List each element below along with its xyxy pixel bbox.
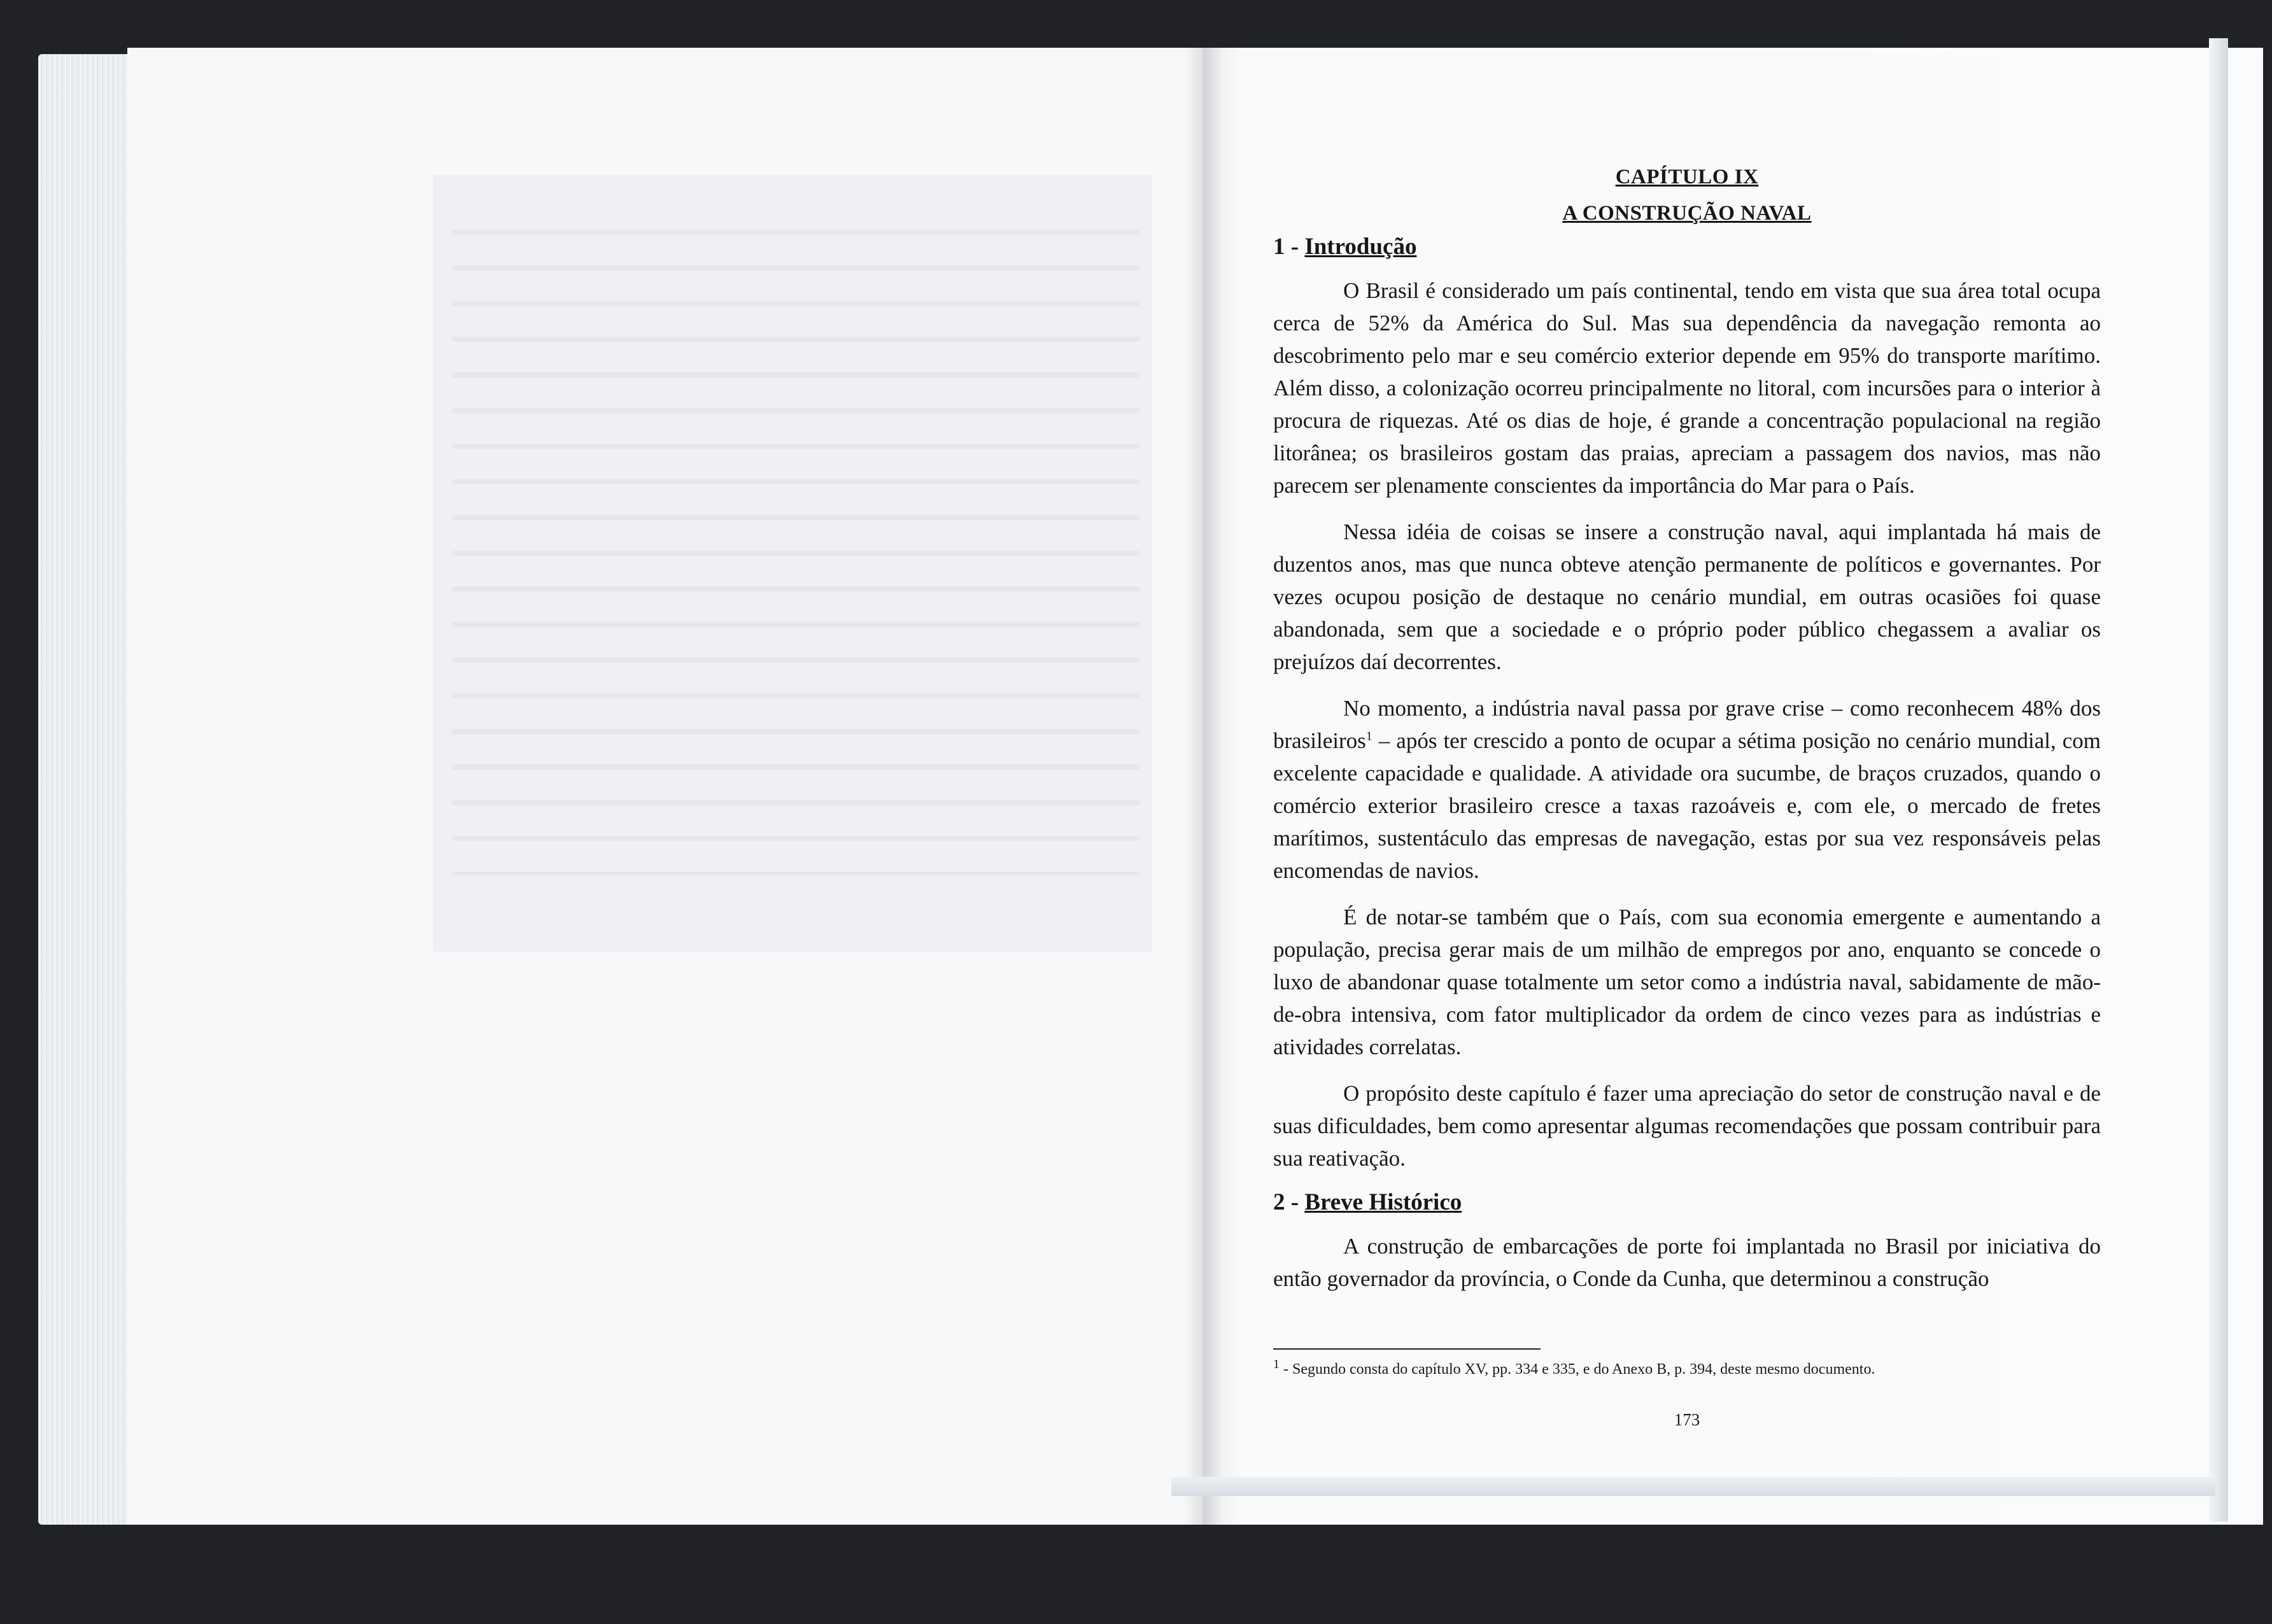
chapter-subtitle: A CONSTRUÇÃO NAVAL — [1562, 202, 1812, 225]
paragraph: É de notar-se também que o País, com sua economia emergente e aumentando a população, precisa gerar mais de um milhão de empregos por ano, enquanto se concede o luxo de abandonar quase totalmente um setor como a indústria naval, sabidamente de mão-de-obra intensiva, com fator multiplicador da ordem de cinco vezes para as indústrias e atividades correlatas. — [1273, 905, 2101, 1059]
book-gutter — [1184, 48, 1222, 1525]
paragraph-text: No momento, a indústria naval passa por grave crise – como reconhecem 48% dos brasileiros — [1273, 696, 2101, 753]
paragraph: O propósito deste capítulo é fazer uma apreciação do setor de construção naval e de suas dificuldades, bem como apresentar algumas recomendações que possam contribuir para sua reativação. — [1273, 1081, 2101, 1171]
paragraph: O Brasil é considerado um país continental, tendo em vista que sua área total ocupa cerca de 52% da América do Sul. Mas sua dependência da navegação remonta ao descobrimento pelo mar e seu comércio exterior depende em 95% do transporte marítimo. Além disso, a colonização ocorreu principalmente no litoral, com incursões para o interior à procura de riquezas. Até os dias de hoje, é grande a concentração populacional na região litorânea; os brasileiros gostam das praias, apreciam a passagem dos navios, mas não parecem ser plenamente conscientes da importância do Mar para o País. — [1273, 278, 2101, 498]
section-heading-introducao — [1273, 233, 2101, 260]
section-heading-breve-historico — [1273, 1189, 2101, 1216]
section-number: 1 - — [1273, 234, 1305, 260]
paragraph: A construção de embarcações de porte foi implantada no Brasil por iniciativa do então governador da província, o Conde da Cunha, que determinou a construção — [1273, 1234, 2101, 1291]
footnote-text: - Segundo consta do capítulo XV, pp. 334 e 335, e do Anexo B, p. 394, deste mesmo documento. — [1280, 1361, 1875, 1378]
footnote-marker: 1 — [1273, 1357, 1280, 1371]
paragraph-text: – após ter crescido a ponto de ocupar a sétima posição no cenário mundial, com excelente capacidade e qualidade. A atividade ora sucumbe, de braços cruzados, quando o comércio exterior brasileiro cresce a taxas razoáveis e, com ele, o mercado de fretes marítimos, sustentáculo das empresas de navegação, estas por sua vez responsáveis pelas encomendas de navios. — [1273, 728, 2101, 883]
footnote-reference: 1 — [1365, 729, 1372, 744]
section-label: Introdução — [1304, 234, 1417, 260]
section-number: 2 - — [1273, 1189, 1305, 1215]
footnote-rule — [1273, 1348, 1541, 1350]
right-page-edge — [2209, 38, 2228, 1522]
left-page — [127, 48, 1203, 1525]
page-number: 173 — [1674, 1410, 1700, 1429]
chapter-title: CAPÍTULO IX — [1615, 166, 1759, 188]
footnote — [1273, 1357, 2101, 1378]
paragraph: Nessa idéia de coisas se insere a construção naval, aqui implantada há mais de duzentos anos, mas que nunca obteve atenção permanente de políticos e governantes. Por vezes ocupou posição de destaque no cenário mundial, em outras ocasiões foi quase abandonada, sem que a sociedade e o próprio poder público chegassem a avaliar os prejuízos daí decorrentes. — [1273, 519, 2101, 674]
right-page-text — [1273, 166, 2101, 1309]
paragraph-with-footnote — [1273, 692, 2101, 887]
bottom-page-edge — [1171, 1477, 2215, 1496]
page-stack-edge — [38, 54, 140, 1525]
show-through-text — [452, 207, 1140, 875]
section-label: Breve Histórico — [1304, 1189, 1462, 1215]
